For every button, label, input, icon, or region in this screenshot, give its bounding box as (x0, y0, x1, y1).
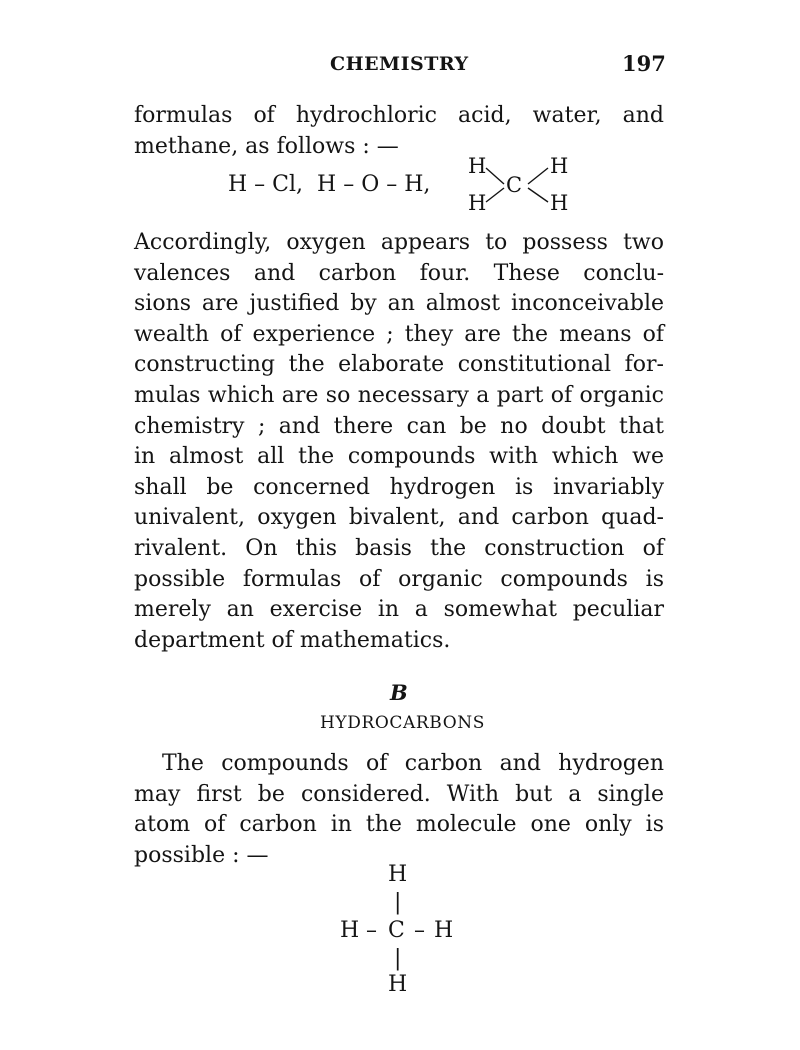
text-line: mulas which are so necessary a part of organic (134, 382, 664, 408)
text-line: atom of carbon in the molecule one only is (134, 812, 664, 838)
paragraph-intro (134, 101, 664, 162)
text-line: sions are justified by an almost inconceivable (134, 291, 664, 317)
atom-h-left: H (340, 918, 360, 943)
bond-dash-left: – (366, 918, 377, 943)
atom-h: H (468, 191, 487, 215)
page-number: 197 (622, 51, 666, 76)
text-line: merely an exercise in a somewhat peculiar (134, 597, 664, 623)
formula-hcl: H – Cl, (228, 172, 304, 197)
text-line: chemistry ; and there can be no doubt that (134, 413, 664, 439)
atom-h: H (468, 154, 487, 178)
bond-lines (462, 154, 582, 218)
paragraph-valences (134, 228, 664, 656)
text-line: wealth of experience ; they are the means of (134, 321, 664, 347)
text-line: Accordingly, oxygen appears to possess two (134, 230, 664, 255)
atom-h-top: H (388, 862, 408, 887)
atom-c: C (388, 918, 405, 943)
section-title: HYDROCARBONS (320, 713, 485, 733)
running-header-title: CHEMISTRY (330, 53, 469, 75)
text-line: valences and carbon four. These conclu- (134, 260, 664, 286)
atom-h: H (550, 154, 569, 178)
text-line: department of mathematics. (134, 627, 451, 653)
bond-vertical-bottom: | (394, 946, 402, 971)
text-line: possible formulas of organic compounds is (134, 566, 664, 592)
text-line: formulas of hydrochloric acid, water, and (134, 103, 664, 128)
atom-c: C (506, 173, 523, 197)
text-line: rivalent. On this basis the construction of (134, 535, 664, 561)
text-line: constructing the elaborate constitutional for- (134, 352, 664, 378)
text-line: may first be considered. With but a single (134, 781, 664, 807)
methane-structural-formula (330, 862, 470, 1002)
text-line: The compounds of carbon and hydrogen (162, 751, 664, 776)
bond-dash-right: – (414, 918, 425, 943)
atom-h-right: H (434, 918, 454, 943)
paragraph-hydrocarbons (134, 749, 664, 871)
text-line: shall be concerned hydrogen is invariably (134, 474, 664, 500)
text-line: methane, as follows : — (134, 133, 399, 159)
formula-row (228, 172, 430, 197)
bond-vertical-top: | (394, 890, 402, 915)
text-line: in almost all the compounds with which we (134, 444, 664, 470)
atom-h-bottom: H (388, 972, 408, 997)
formula-methane-inline (462, 154, 582, 218)
formula-water: H – O – H, (317, 172, 431, 197)
section-letter: B (390, 680, 408, 705)
text-line: univalent, oxygen bivalent, and carbon quad- (134, 505, 664, 531)
text-line: possible : — (134, 842, 269, 868)
atom-h: H (550, 191, 569, 215)
